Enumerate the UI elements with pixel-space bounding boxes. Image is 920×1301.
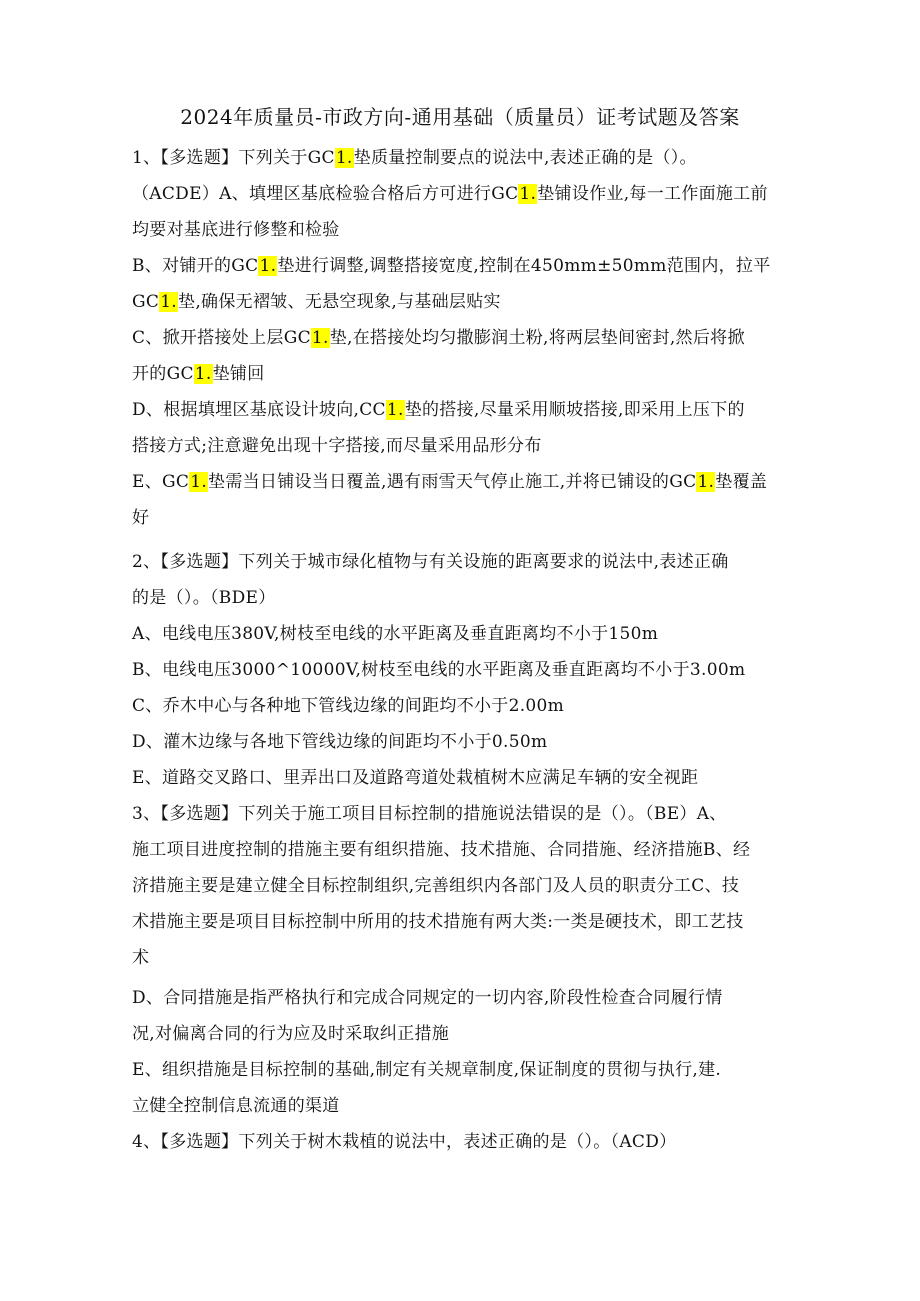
text-line <box>132 468 792 496</box>
text-line <box>132 1020 792 1048</box>
text-line <box>132 764 792 792</box>
text-segment: D、灌木边缘与各地下管线边缘的间距均不小于0.50m <box>132 732 548 752</box>
text-segment: 垫,在搭接处均匀撒膨润土粉,将两层垫间密封,然后将掀 <box>329 328 745 348</box>
text-segment: C、乔木中心与各种地下管线边缘的间距均不小于2.00m <box>132 696 565 716</box>
text-segment: E、组织措施是目标控制的基础,制定有关规章制度,保证制度的贯彻与执行,建. <box>132 1060 722 1080</box>
text-line <box>132 692 792 720</box>
text-segment: B、电线电压3000^10000V,树枝至电线的水平距离及垂直距离均不小于3.00m <box>132 660 746 680</box>
highlighted-text: 1. <box>194 364 212 384</box>
text-line <box>132 656 792 684</box>
text-segment: 好 <box>132 508 150 528</box>
text-segment: 垫铺回 <box>212 364 265 384</box>
text-line <box>132 252 792 280</box>
highlighted-text: 1. <box>386 400 404 420</box>
text-segment: 垫需当日铺设当日覆盖,遇有雨雪天气停止施工,并将已铺设的GC <box>208 472 697 492</box>
highlighted-text: 1. <box>311 328 329 348</box>
text-line <box>132 216 792 244</box>
text-segment: 垫,确保无褶皱、无悬空现象,与基础层贴实 <box>178 292 501 312</box>
text-line <box>132 324 792 352</box>
highlighted-text: 1. <box>335 148 353 168</box>
document-title: 2024年质量员-市政方向-通用基础（质量员）证考试题及答案 <box>180 105 740 129</box>
text-line <box>132 584 792 612</box>
text-segment: 1、【多选题】下列关于GC <box>132 148 335 168</box>
text-line <box>132 984 792 1012</box>
text-segment: B、对铺开的GC <box>132 256 259 276</box>
text-line <box>132 144 792 172</box>
text-line <box>132 1056 792 1084</box>
highlighted-text: 1. <box>259 256 277 276</box>
text-segment: 况,对偏离合同的行为应及时采取纠正措施 <box>132 1024 450 1044</box>
text-segment: 3、【多选题】下列关于施工项目目标控制的措施说法错误的是（）。（BE）A、 <box>132 804 727 824</box>
text-line <box>132 288 792 316</box>
text-segment: 垫进行调整,调整搭接宽度,控制在450mm±50mm范围内，拉平 <box>277 256 771 276</box>
text-segment: 4、【多选题】下列关于树木栽植的说法中，表述正确的是（）。（ACD） <box>132 1132 677 1152</box>
text-segment: 2、【多选题】下列关于城市绿化植物与有关设施的距离要求的说法中,表述正确 <box>132 552 729 572</box>
text-segment: D、根据填埋区基底设计坡向,CC <box>132 400 386 420</box>
text-segment: 立健全控制信息流通的渠道 <box>132 1096 340 1116</box>
highlighted-text: 1. <box>519 184 537 204</box>
text-segment: 开的GC <box>132 364 194 384</box>
text-segment: 均要对基底进行修整和检验 <box>132 220 340 240</box>
text-segment: 术措施主要是项目目标控制中所用的技术措施有两大类:一类是硬技术，即工艺技 <box>132 912 744 932</box>
text-segment: E、GC <box>132 472 190 492</box>
text-segment: 施工项目进度控制的措施主要有组织措施、技术措施、合同措施、经济措施B、经 <box>132 840 751 860</box>
text-segment: D、合同措施是指严格执行和完成合同规定的一切内容,阶段性检查合同履行情 <box>132 988 723 1008</box>
text-segment: 垫铺设作业,每一工作面施工前 <box>537 184 768 204</box>
text-segment: 垫的搭接,尽量采用顺坡搭接,即采用上压下的 <box>404 400 745 420</box>
text-segment: 搭接方式;注意避免出现十字搭接,而尽量采用品形分布 <box>132 436 542 456</box>
text-line <box>132 728 792 756</box>
text-segment: 的是（）。（BDE） <box>132 588 276 608</box>
text-segment: E、道路交叉路口、里弄出口及道路弯道处栽植树木应满足车辆的安全视距 <box>132 768 699 788</box>
text-line <box>132 908 792 936</box>
text-segment: （ACDE）A、填埋区基底检验合格后方可进行GC <box>132 184 519 204</box>
text-line <box>132 872 792 900</box>
text-line <box>132 836 792 864</box>
text-segment: 济措施主要是建立健全目标控制组织,完善组织内各部门及人员的职责分工C、技 <box>132 876 740 896</box>
text-line <box>132 360 792 388</box>
text-line <box>132 432 792 460</box>
text-segment: C、掀开搭接处上层GC <box>132 328 311 348</box>
text-segment: 垫质量控制要点的说法中,表述正确的是（）。 <box>353 148 697 168</box>
text-line <box>132 1128 792 1156</box>
text-line <box>132 944 792 972</box>
text-line <box>132 396 792 424</box>
text-line <box>132 548 792 576</box>
text-line <box>132 800 792 828</box>
text-line <box>132 620 792 648</box>
highlighted-text: 1. <box>190 472 208 492</box>
text-segment: 垫覆盖 <box>715 472 768 492</box>
text-line <box>132 504 792 532</box>
text-segment: 术 <box>132 948 150 968</box>
text-segment: A、电线电压380V,树枝至电线的水平距离及垂直距离均不小于150m <box>132 624 659 644</box>
highlighted-text: 1. <box>160 292 178 312</box>
highlighted-text: 1. <box>697 472 715 492</box>
text-line <box>132 180 792 208</box>
text-segment: GC <box>132 292 160 312</box>
text-line <box>132 1092 792 1120</box>
